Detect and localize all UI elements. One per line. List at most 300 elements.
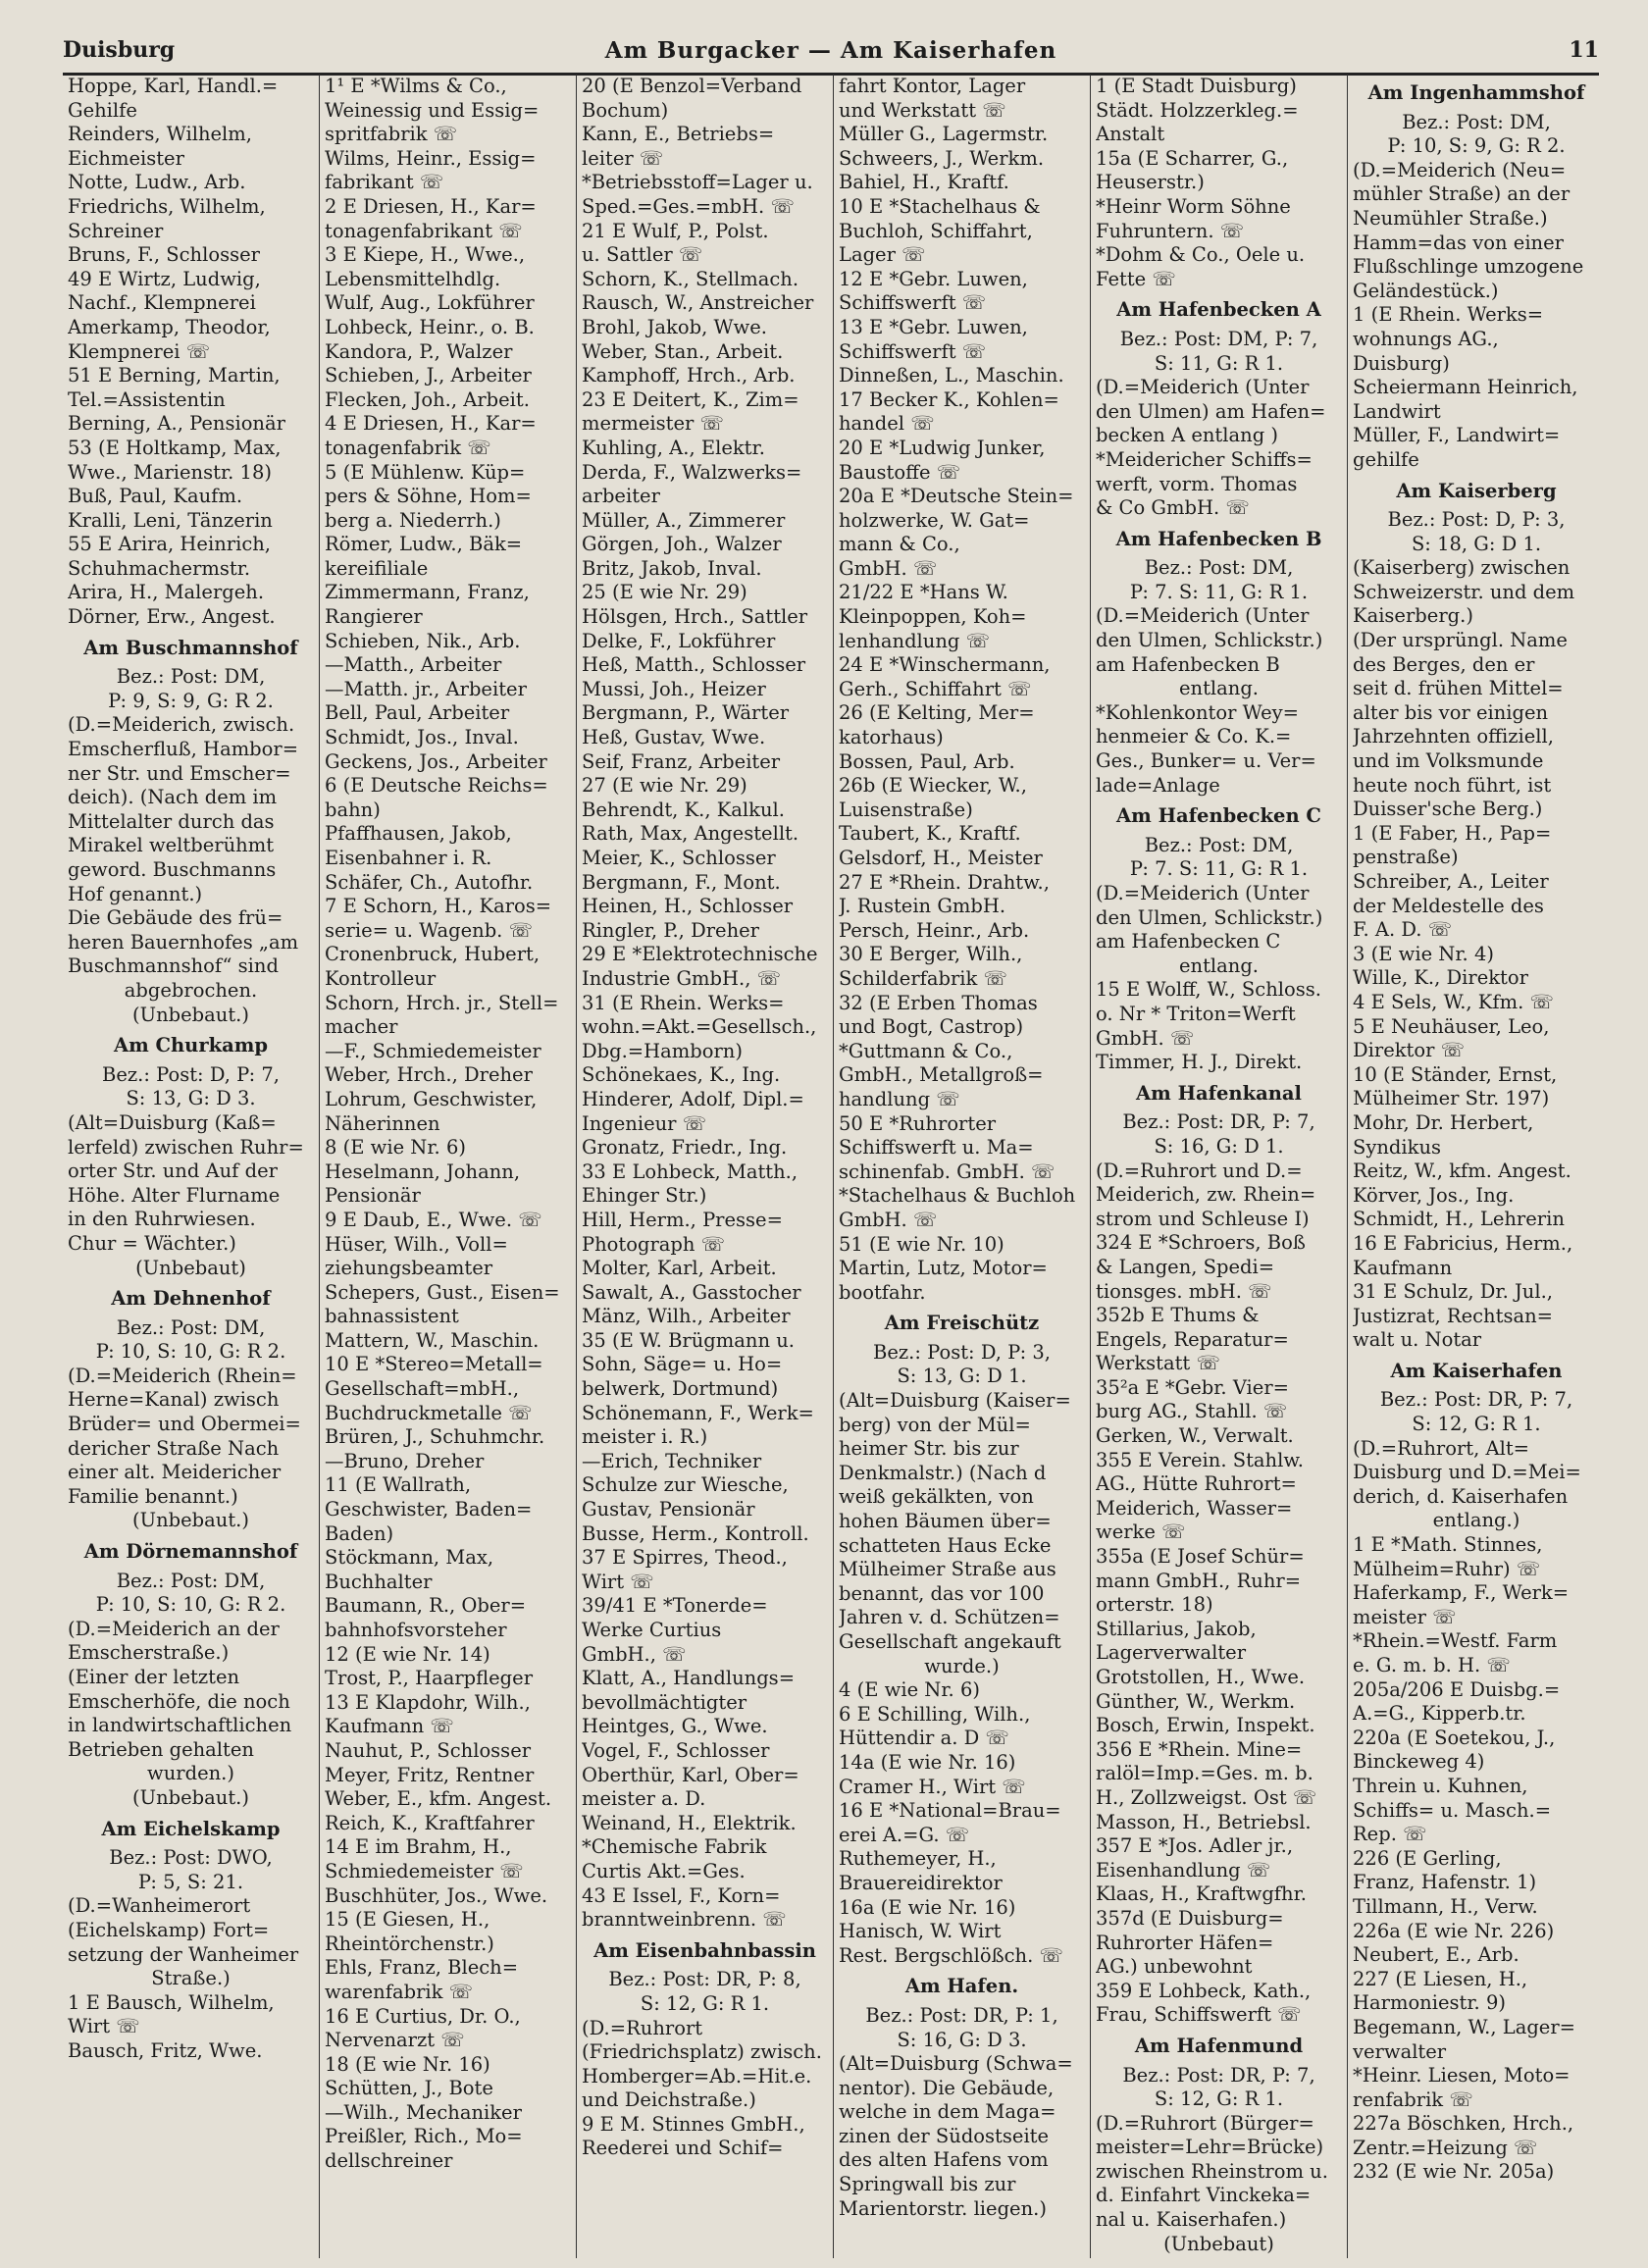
- entry-line: und Werkstatt ☏: [839, 98, 1006, 122]
- entry-line: 12 E *Gebr. Luwen,: [839, 267, 1028, 290]
- entry-line: Taubert, K., Kraftf.: [839, 822, 1021, 846]
- entry-line: 352b E Thums &: [1096, 1304, 1260, 1327]
- entry-line: wohn.=Akt.=Gesellsch.,: [582, 1015, 817, 1039]
- column-5: [1091, 75, 1348, 2258]
- district-info: Bez.: Post: DM,: [116, 665, 266, 689]
- entry-line: Heselmann, Johann,: [325, 1160, 521, 1183]
- district-info: Bez.: Post: DM,: [1144, 833, 1294, 856]
- entry-line: Schieben, Nik., Arb.: [325, 629, 521, 652]
- entry-line: Mussi, Joh., Heizer: [582, 677, 766, 700]
- entry-line: Duisburg): [1353, 351, 1450, 375]
- entry-line: 26 (E Kelting, Mer=: [839, 701, 1035, 725]
- entry-line: A.=G., Kipperb.tr.: [1353, 1702, 1526, 1726]
- entry-line: in den Ruhrwiesen.: [68, 1208, 256, 1231]
- entry-line: Derda, F., Walzwerks=: [582, 460, 802, 484]
- entry-line: (Der ursprüngl. Name: [1353, 629, 1568, 652]
- entry-line: Schiffswerft u. Ma=: [839, 1136, 1034, 1160]
- entry-line: Hof genannt.): [68, 882, 203, 905]
- entry-line: den Ulmen) am Hafen=: [1096, 399, 1326, 423]
- entry-line: tonagenfabrikant ☏: [325, 219, 523, 242]
- entry-line: Bossen, Paul, Arb.: [839, 749, 1015, 773]
- entry-line: —Matth. jr., Arbeiter: [325, 677, 527, 700]
- entry-line: Duisser'sche Berg.): [1353, 798, 1543, 821]
- entry-line: Schieben, J., Arbeiter: [325, 364, 532, 387]
- entry-line: 16a (E wie Nr. 16): [839, 1895, 1016, 1919]
- entry-line: H., Zollzweigst. Ost ☏: [1096, 1785, 1317, 1809]
- entry-line: 1 (E Rhein. Werks=: [1353, 303, 1544, 327]
- district-info: Bez.: Post: DR, P: 7,: [1122, 2063, 1315, 2087]
- entry-line: Mittelalter durch das: [68, 809, 275, 833]
- entry-line: Duisburg und D.=Mei=: [1353, 1461, 1581, 1484]
- entry-line: (D.=Meiderich an der: [68, 1617, 280, 1640]
- entry-line: Friedrichs, Wilhelm,: [68, 194, 266, 218]
- entry-line: *Heinr Worm Söhne: [1096, 194, 1291, 218]
- entry-line: Notte, Ludw., Arb.: [68, 171, 246, 194]
- entry-line: Brüder= und Obermei=: [68, 1413, 301, 1436]
- district-info: Bez.: Post: DR, P: 7,: [1122, 1110, 1315, 1134]
- entry-line: 50 E *Ruhrorter: [839, 1111, 997, 1135]
- entry-line: Gelsdorf, H., Meister: [839, 847, 1043, 869]
- entry-line: schinenfab. GmbH. ☏: [839, 1160, 1056, 1183]
- entry-line: Sawalt, A., Gasstocher: [582, 1280, 801, 1304]
- entry-line: F. A. D. ☏: [1353, 918, 1453, 942]
- entry-line: Ruhrorter Häfen=: [1096, 1931, 1274, 1954]
- column-1: [63, 75, 320, 2258]
- entry-line: Rangierer: [325, 605, 423, 629]
- entry-line: 29 E *Elektrotechnische: [582, 943, 818, 966]
- district-info: Bez.: Post: D, P: 7,: [102, 1062, 280, 1086]
- entry-line: wohnungs AG.,: [1353, 327, 1499, 350]
- entry-line: derich, d. Kaiserhafen: [1353, 1484, 1569, 1508]
- entry-line: 17 Becker K., Kohlen=: [839, 387, 1059, 411]
- entry-line: Syndikus: [1353, 1135, 1442, 1159]
- entry-line: den Ulmen, Schlickstr.): [1096, 629, 1323, 652]
- entry-line: 39/41 E *Tonerde=: [582, 1594, 768, 1618]
- entry-line: Scheiermann Heinrich,: [1353, 376, 1578, 399]
- entry-line: Schorn, Hrch. jr., Stell=: [325, 991, 559, 1014]
- entry-line: zwischen Rheinstrom u.: [1096, 2159, 1328, 2183]
- entry-line: Bausch, Fritz, Wwe.: [68, 2038, 263, 2062]
- district-info: S: 16, G: D 1.: [1154, 1134, 1284, 1158]
- entry-line: Brohl, Jakob, Wwe.: [582, 315, 767, 338]
- entry-line: Landwirt: [1353, 399, 1441, 423]
- entry-line: Zentr.=Heizung ☏: [1353, 2136, 1538, 2159]
- entry-line: (Friedrichsplatz) zwisch.: [582, 2040, 822, 2064]
- entry-line: Behrendt, K., Kalkul.: [582, 798, 785, 821]
- entry-line: Buschhüter, Jos., Wwe.: [325, 1883, 548, 1907]
- entry-line: serie= u. Wagenb. ☏: [325, 918, 533, 942]
- entry-line: handlung ☏: [839, 1087, 960, 1110]
- street-range-title: Am Burgacker — Am Kaiserhafen: [604, 37, 1057, 64]
- entry-line: Schütten, J., Bote: [325, 2077, 493, 2100]
- entry-line: Denkmalstr.) (Nach d: [839, 1461, 1047, 1484]
- entry-line: Rath, Max, Angestellt.: [582, 822, 799, 846]
- entry-line: Cronenbruck, Hubert,: [325, 943, 541, 966]
- entry-line: Hüttendir a. D ☏: [839, 1727, 1009, 1750]
- entry-line: *Betriebsstoff=Lager u.: [582, 171, 813, 194]
- entry-line: Flußschlinge umzogene: [1353, 255, 1584, 279]
- entry-line: Lohbeck, Heinr., o. B.: [325, 315, 535, 338]
- entry-line: Nachf., Klempnerei: [68, 291, 256, 315]
- entry-line: 1¹ E *Wilms & Co.,: [325, 75, 507, 97]
- entry-line: Römer, Ludw., Bäk=: [325, 533, 523, 556]
- street-heading: Am Kaiserberg: [1396, 479, 1557, 502]
- street-heading: Am Eichelskamp: [101, 1817, 281, 1840]
- entry-line: 37 E Spirres, Theod.,: [582, 1546, 788, 1570]
- street-heading: Am Churkamp: [113, 1034, 269, 1057]
- entry-line: Görgen, Joh., Walzer: [582, 533, 782, 556]
- entry-line: fabrikant ☏: [325, 171, 444, 194]
- entry-line: Müller, A., Zimmerer: [582, 508, 786, 532]
- entry-line: Kleinpoppen, Koh=: [839, 605, 1027, 629]
- entry-line: Schreiber, A., Leiter: [1353, 870, 1549, 893]
- entry-line: 4 E Sels, W., Kfm. ☏: [1353, 990, 1554, 1013]
- street-heading: Am Hafenbecken C: [1116, 804, 1321, 828]
- entry-line: Klatt, A., Handlungs=: [582, 1667, 796, 1690]
- entry-line: walt u. Notar: [1353, 1328, 1482, 1352]
- entry-line: 6 (E Deutsche Reichs=: [325, 774, 548, 798]
- entry-line: (Alt=Duisburg (Kaß=: [68, 1110, 277, 1134]
- entry-line: ziehungsbeamter: [325, 1257, 493, 1280]
- entry-line: 31 E Schulz, Dr. Jul.,: [1353, 1280, 1553, 1304]
- entry-line: *Rhein.=Westf. Farm: [1353, 1629, 1558, 1653]
- entry-line: Hanisch, W. Wirt: [839, 1920, 1002, 1943]
- entry-line: Kaiserberg.): [1353, 604, 1473, 628]
- entry-line: Mänz, Wilh., Arbeiter: [582, 1305, 791, 1328]
- entry-line: Arira, H., Malergeh.: [68, 581, 265, 604]
- entry-line: Weber, Stan., Arbeit.: [582, 339, 784, 363]
- entry-line: und Bogt, Castrop): [839, 1015, 1024, 1039]
- entry-line: *Kohlenkontor Wey=: [1096, 700, 1299, 724]
- district-info: Bez.: Post: DR, P: 8,: [608, 1968, 801, 1991]
- entry-line: Gronatz, Friedr., Ing.: [582, 1136, 788, 1160]
- entry-line: Sohn, Säge= u. Ho=: [582, 1353, 783, 1376]
- entry-line: Franz, Hafenstr. 1): [1353, 1871, 1537, 1894]
- entry-line: Reederei und Schif=: [582, 2137, 784, 2160]
- entry-line: (Unbebaut.): [132, 1003, 249, 1026]
- entry-line: spritfabrik ☏: [325, 123, 458, 146]
- entry-line: Wirt ☏: [582, 1570, 654, 1593]
- entry-line: Schönekaes, K., Ing.: [582, 1063, 781, 1087]
- district-info: P: 10, S: 9, G: R 2.: [1387, 134, 1566, 158]
- entry-line: 31 (E Rhein. Werks=: [582, 991, 785, 1014]
- entry-line: Mirakel weltberühmt: [68, 834, 275, 857]
- district-info: S: 12, G: R 1.: [1412, 1413, 1541, 1436]
- entry-line: (Unbebaut.): [132, 1509, 249, 1532]
- entry-line: lade=Anlage: [1096, 773, 1220, 797]
- entry-line: 16 E *National=Brau=: [839, 1799, 1061, 1823]
- entry-line: Schweizerstr. und dem: [1353, 580, 1575, 603]
- entry-line: meister i. R.): [582, 1425, 708, 1449]
- entry-line: 5 (E Mühlenw. Küp=: [325, 460, 526, 484]
- entry-line: Müller, F., Landwirt=: [1353, 424, 1561, 447]
- entry-line: heren Bauernhofes „am: [68, 930, 299, 954]
- entry-line: des Berges, den er: [1353, 652, 1535, 676]
- entry-line: Schilderfabrik ☏: [839, 966, 1007, 990]
- entry-line: 15 (E Giesen, H.,: [325, 1908, 490, 1932]
- entry-line: Threin u. Kuhnen,: [1353, 1774, 1528, 1797]
- entry-line: Schreiner: [68, 219, 164, 242]
- entry-line: setzung der Wanheimer: [68, 1942, 299, 1966]
- street-heading: Am Hafenkanal: [1136, 1081, 1302, 1105]
- entry-line: orter Str. und Auf der: [68, 1160, 278, 1183]
- entry-line: (D.=Ruhrort und D.=: [1096, 1159, 1303, 1182]
- entry-line: berg a. Niederrh.): [325, 508, 501, 532]
- entry-line: strom und Schleuse I): [1096, 1207, 1310, 1230]
- entry-line: Meiderich, Wasser=: [1096, 1496, 1293, 1520]
- entry-line: Reich, K., Kraftfahrer: [325, 1811, 535, 1834]
- entry-line: (Unbebaut.): [132, 1785, 249, 1809]
- entry-line: 43 E Issel, F., Korn=: [582, 1883, 781, 1907]
- entry-line: belwerk, Dortmund): [582, 1377, 779, 1401]
- entry-line: bootfahr.: [839, 1280, 926, 1304]
- entry-line: 1 (E Faber, H., Pap=: [1353, 821, 1552, 845]
- entry-line: Eisenhandlung ☏: [1096, 1858, 1271, 1881]
- entry-line: Binckeweg 4): [1353, 1750, 1485, 1774]
- entry-line: Schäfer, Ch., Autofhr.: [325, 870, 534, 894]
- entry-line: Rausch, W., Anstreicher: [582, 291, 814, 315]
- entry-line: Emscherhöfe, die noch: [68, 1689, 290, 1713]
- entry-line: Pensionär: [325, 1184, 421, 1208]
- entry-line: (D.=Meiderich (Unter: [1096, 604, 1310, 628]
- entry-line: Fuhruntern. ☏: [1096, 219, 1245, 242]
- entry-line: 1 E Bausch, Wilhelm,: [68, 1990, 275, 2014]
- entry-line: 8 (E wie Nr. 6): [325, 1136, 466, 1160]
- entry-line: heimer Str. bis zur: [839, 1437, 1019, 1461]
- entry-line: (D.=Ruhrort: [582, 2016, 703, 2039]
- district-info: Bez.: Post: DM,: [116, 1315, 266, 1339]
- entry-line: Werke Curtius: [582, 1619, 722, 1641]
- entry-line: Bell, Paul, Arbeiter: [325, 701, 510, 725]
- entry-line: Schiffs= u. Masch.=: [1353, 1798, 1552, 1822]
- entry-line: 227 (E Liesen, H.,: [1353, 1967, 1528, 1990]
- entry-line: Hinderer, Adolf, Dipl.=: [582, 1087, 804, 1110]
- entry-line: Städt. Holzzerkleg.=: [1096, 98, 1299, 122]
- entry-line: Hüser, Wilh., Voll=: [325, 1232, 508, 1256]
- entry-line: Curtis Akt.=Ges.: [582, 1859, 746, 1882]
- entry-line: GmbH. ☏: [839, 1208, 938, 1231]
- entry-line: & Co GmbH. ☏: [1096, 496, 1250, 520]
- entry-line: Eichmeister: [68, 146, 184, 170]
- entry-line: Bergmann, F., Mont.: [582, 870, 781, 894]
- entry-line: Buchhalter: [325, 1570, 433, 1593]
- entry-line: u. Sattler ☏: [582, 243, 703, 267]
- entry-line: Wille, K., Direktor: [1353, 966, 1528, 990]
- entry-line: Nervenarzt ☏: [325, 2029, 465, 2052]
- entry-line: entlang.): [1432, 1509, 1520, 1532]
- entry-line: Wilms, Heinr., Essig=: [325, 146, 537, 170]
- entry-line: 9 E Daub, E., Wwe. ☏: [325, 1208, 542, 1231]
- entry-line: bahn): [325, 798, 381, 821]
- entry-line: 4 (E wie Nr. 6): [839, 1678, 980, 1702]
- entry-line: 26b (E Wiecker, W.,: [839, 774, 1027, 798]
- entry-line: 1 E *Math. Stinnes,: [1353, 1533, 1543, 1557]
- entry-line: *Stachelhaus & Buchloh: [839, 1184, 1076, 1208]
- entry-line: 2 E Driesen, H., Kar=: [325, 194, 537, 218]
- district-info: P: 10, S: 10, G: R 2.: [95, 1340, 286, 1364]
- entry-line: Schorn, K., Stellmach.: [582, 267, 799, 290]
- entry-line: Mattern, W., Maschin.: [325, 1328, 540, 1352]
- entry-line: Springwall bis zur: [839, 2173, 1016, 2196]
- entry-line: bevollmächtigter: [582, 1690, 747, 1714]
- entry-line: nal u. Kaiserhafen.): [1096, 2208, 1287, 2232]
- entry-line: 53 (E Holtkamp, Max,: [68, 436, 282, 459]
- entry-line: nentor). Die Gebäude,: [839, 2076, 1055, 2099]
- entry-line: Schmidt, Jos., Inval.: [325, 726, 519, 749]
- street-heading: Am Dörnemannshof: [83, 1540, 298, 1564]
- street-heading: Am Hafenbecken A: [1116, 298, 1321, 322]
- entry-line: Rep. ☏: [1353, 1823, 1427, 1846]
- entry-line: Höhe. Alter Flurname: [68, 1183, 281, 1207]
- entry-line: Bosch, Erwin, Inspekt.: [1096, 1714, 1315, 1737]
- entry-line: mermeister ☏: [582, 412, 724, 436]
- entry-line: Heinen, H., Schlosser: [582, 895, 794, 918]
- entry-line: Bahiel, H., Kraftf.: [839, 171, 1009, 194]
- entry-line: Kralli, Leni, Tänzerin: [68, 508, 273, 532]
- entry-line: am Hafenbecken C: [1096, 930, 1281, 954]
- entry-line: in landwirtschaftlichen: [68, 1714, 292, 1737]
- district-info: Bez.: Post: D, P: 3,: [1387, 508, 1566, 532]
- entry-line: dellschreiner: [325, 2149, 453, 2173]
- entry-line: 27 E *Rhein. Drahtw.,: [839, 870, 1050, 894]
- entry-line: 20 (E Benzol=Verband: [582, 75, 802, 97]
- district-info: S: 13, G: D 3.: [126, 1087, 256, 1110]
- entry-line: Nauhut, P., Schlosser: [325, 1738, 532, 1762]
- entry-line: Gehilfe: [68, 98, 137, 122]
- entry-line: Betrieben gehalten: [68, 1737, 254, 1761]
- entry-line: holzwerke, W. Gat=: [839, 508, 1030, 532]
- entry-line: (D.=Meiderich (Unter: [1096, 376, 1310, 399]
- entry-line: Frau, Schiffswerft ☏: [1096, 2003, 1302, 2027]
- entry-line: Müller G., Lagermstr.: [839, 123, 1049, 146]
- entry-line: hohen Bäumen über=: [839, 1510, 1052, 1533]
- street-heading: Am Ingenhammshof: [1367, 81, 1585, 104]
- entry-line: 16 E Fabricius, Herm.,: [1353, 1231, 1573, 1255]
- entry-line: wurde.): [924, 1654, 1000, 1677]
- entry-line: geword. Buschmanns: [68, 858, 277, 881]
- entry-line: (D.=Ruhrort (Bürger=: [1096, 2111, 1314, 2135]
- entry-line: Photograph ☏: [582, 1232, 726, 1256]
- entry-line: mann & Co.,: [839, 533, 960, 556]
- entry-line: Reinders, Wilhelm,: [68, 123, 252, 146]
- entry-line: Schmidt, H., Lehrerin: [1353, 1208, 1565, 1231]
- entry-line: Buchloh, Schiffahrt,: [839, 219, 1033, 242]
- entry-line: Justizrat, Rechtsan=: [1353, 1304, 1553, 1327]
- entry-line: handel ☏: [839, 412, 935, 436]
- entry-line: Kann, E., Betriebs=: [582, 123, 775, 146]
- entry-line: Luisenstraße): [839, 798, 973, 821]
- entry-line: AG., Hütte Ruhrort=: [1096, 1472, 1297, 1496]
- entry-line: bahnhofsvorsteher: [325, 1619, 507, 1641]
- district-info: P: 10, S: 10, G: R 2.: [95, 1593, 286, 1617]
- entry-line: Ruthemeyer, H.,: [839, 1847, 997, 1871]
- entry-line: *Guttmann & Co.,: [839, 1039, 1013, 1062]
- entry-line: Masson, H., Betriebsl.: [1096, 1810, 1312, 1833]
- entry-line: meister=Lehr=Brücke): [1096, 2136, 1324, 2159]
- entry-line: 51 E Berning, Martin,: [68, 364, 281, 387]
- entry-line: Emscherstraße.): [68, 1641, 230, 1665]
- entry-line: GmbH. ☏: [1096, 1026, 1195, 1050]
- district-info: S: 13, G: D 1.: [897, 1365, 1027, 1388]
- entry-line: tonagenfabrik ☏: [325, 436, 491, 459]
- entry-line: Delke, F., Lokführer: [582, 629, 776, 652]
- entry-line: 356 E *Rhein. Mine=: [1096, 1737, 1303, 1761]
- column-2: [320, 75, 577, 2258]
- entry-line: 355a (E Josef Schür=: [1096, 1545, 1305, 1569]
- district-info: Bez.: Post: DM,: [116, 1569, 266, 1592]
- entry-line: arbeiter: [582, 485, 660, 508]
- entry-line: werft, vorm. Thomas: [1096, 472, 1298, 495]
- entry-line: 24 E *Winschermann,: [839, 653, 1051, 677]
- entry-line: Ehinger Str.): [582, 1184, 707, 1208]
- entry-line: ner Str. und Emscher=: [68, 761, 291, 785]
- entry-line: Industrie GmbH., ☏: [582, 966, 781, 990]
- entry-line: 51 (E wie Nr. 10): [839, 1232, 1004, 1256]
- entry-line: Kaufmann ☏: [325, 1715, 454, 1738]
- entry-line: Rest. Bergschlößch. ☏: [839, 1943, 1063, 1967]
- entry-line: Weber, Hrch., Dreher: [325, 1063, 533, 1087]
- entry-line: 10 (E Ständer, Ernst,: [1353, 1062, 1558, 1086]
- entry-line: Tillmann, H., Verw.: [1353, 1894, 1538, 1918]
- entry-line: 357d (E Duisburg=: [1096, 1906, 1284, 1930]
- entry-line: Preißler, Rich., Mo=: [325, 2125, 523, 2148]
- entry-line: Ges., Bunker= u. Ver=: [1096, 749, 1316, 773]
- entry-line: Schiffswerft ☏: [839, 339, 987, 363]
- entry-line: weiß gekälkten, von: [839, 1485, 1034, 1509]
- entry-line: Mülheimer Str. 197): [1353, 1087, 1550, 1110]
- entry-line: 12 (E wie Nr. 14): [325, 1642, 490, 1666]
- entry-line: entlang.: [1178, 954, 1260, 977]
- district-info: Bez.: Post: DM, P: 7,: [1119, 327, 1318, 350]
- entry-line: Oberthür, Karl, Ober=: [582, 1763, 799, 1786]
- entry-line: leiter ☏: [582, 146, 664, 170]
- district-info: S: 16, G: D 3.: [897, 2028, 1027, 2051]
- entry-line: —Matth., Arbeiter: [325, 653, 502, 677]
- entry-line: den Ulmen, Schlickstr.): [1096, 905, 1323, 929]
- entry-line: Ingenieur ☏: [582, 1111, 707, 1135]
- district-info: S: 12, G: R 1.: [640, 1991, 770, 2015]
- district-info: Bez.: Post: D, P: 3,: [873, 1340, 1051, 1364]
- entry-line: & Langen, Spedi=: [1096, 1255, 1275, 1278]
- entry-line: Schönemann, F., Werk=: [582, 1401, 814, 1424]
- entry-line: der Meldestelle des: [1353, 894, 1544, 917]
- entry-line: lerfeld) zwischen Ruhr=: [68, 1135, 304, 1159]
- entry-line: 6 E Schilling, Wilh.,: [839, 1702, 1031, 1726]
- entry-line: Werkstatt ☏: [1096, 1352, 1220, 1375]
- entry-line: Zimmermann, Franz,: [325, 581, 530, 604]
- entry-line: Kuhling, A., Elektr.: [582, 436, 765, 459]
- page-header: [63, 37, 1599, 76]
- entry-line: 16 E Curtius, Dr. O.,: [325, 2004, 521, 2028]
- district-info: P: 5, S: 21.: [137, 1870, 244, 1893]
- entry-line: Buchdruckmetalle ☏: [325, 1401, 533, 1424]
- entry-line: Bruns, F., Schlosser: [68, 243, 260, 267]
- entry-line: 205a/206 E Duisbg.=: [1353, 1677, 1561, 1701]
- district-info: Bez.: Post: DR, P: 7,: [1379, 1388, 1573, 1412]
- entry-line: Mohr, Dr. Herbert,: [1353, 1110, 1534, 1134]
- entry-line: —F., Schmiedemeister: [325, 1039, 541, 1062]
- entry-line: Hamm=das von einer: [1353, 231, 1564, 254]
- entry-line: Gustav, Pensionär: [582, 1498, 755, 1521]
- street-heading: Am Buschmannshof: [83, 636, 298, 659]
- entry-line: Heß, Matth., Schlosser: [582, 653, 806, 677]
- entry-line: 20a E *Deutsche Stein=: [839, 485, 1074, 508]
- entry-line: Lohrum, Geschwister,: [325, 1087, 538, 1110]
- entry-line: Dbg.=Hamborn): [582, 1039, 743, 1062]
- district-info: S: 11, G: R 1.: [1154, 351, 1284, 375]
- entry-line: —Wilh., Mechaniker: [325, 2100, 522, 2124]
- entry-line: einer alt. Meidericher: [68, 1461, 282, 1484]
